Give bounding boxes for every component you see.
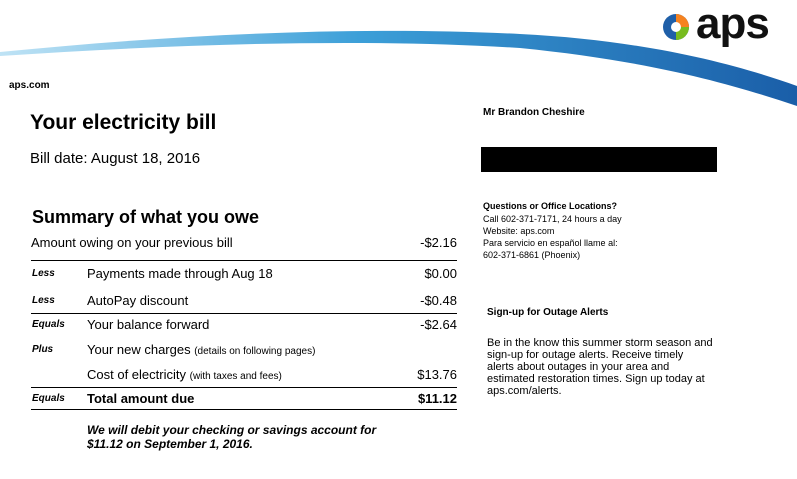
- site-label: aps.com: [9, 80, 50, 91]
- alerts-line: Be in the know this summer storm season and: [487, 337, 713, 349]
- total-amount: $11.12: [417, 391, 457, 406]
- row-label: Cost of electricity: [87, 367, 186, 382]
- row-note: (details on following pages): [194, 346, 316, 357]
- summary-row-autopay: [31, 293, 457, 311]
- brand-wordmark: aps: [696, 0, 769, 48]
- summary-row-new-charges: [31, 342, 457, 360]
- row-label: Your new charges: [87, 342, 191, 357]
- summary-row-payments: [31, 266, 457, 284]
- row-label: Total amount due: [87, 391, 195, 406]
- summary-row-total: [31, 391, 457, 409]
- row-note: (with taxes and fees): [189, 371, 282, 382]
- row-label: Payments made through Aug 18: [87, 266, 273, 281]
- divider: [31, 409, 457, 410]
- row-amount: -$2.64: [420, 317, 457, 332]
- alerts-line: alerts about outages in your area and: [487, 361, 670, 373]
- alerts-line: sign-up for outage alerts. Receive timely: [487, 349, 684, 361]
- debit-note-line: $11.12 on September 1, 2016.: [87, 437, 253, 451]
- summary-title: Summary of what you owe: [32, 207, 260, 227]
- customer-name: Mr Brandon Cheshire: [483, 107, 585, 118]
- alerts-line: estimated restoration times. Sign up today at: [487, 373, 705, 385]
- row-amount: -$2.16: [420, 235, 457, 250]
- row-label-group: [87, 342, 315, 357]
- row-label: Your balance forward: [87, 317, 210, 332]
- debit-note-line: We will debit your checking or savings account for: [87, 423, 377, 437]
- alerts-line: aps.com/alerts.: [487, 385, 562, 397]
- redacted-address-block: [481, 147, 717, 172]
- summary-row-balance-forward: [31, 317, 457, 335]
- divider: [31, 387, 457, 388]
- contact-heading: Questions or Office Locations?: [483, 201, 618, 211]
- alerts-title: Sign-up for Outage Alerts: [487, 307, 609, 318]
- row-label: AutoPay discount: [87, 293, 189, 308]
- contact-line: 602-371-6861 (Phoenix): [483, 250, 581, 260]
- summary-row-previous: [31, 235, 457, 253]
- divider: [31, 260, 457, 261]
- row-amount: $13.76: [417, 367, 457, 382]
- row-label: Amount owing on your previous bill: [31, 235, 233, 250]
- autopay-debit-note: [87, 423, 457, 451]
- row-qualifier: Plus: [32, 344, 54, 355]
- row-qualifier: Less: [32, 295, 55, 306]
- alerts-body: [487, 337, 767, 397]
- contact-line: Call 602-371-7171, 24 hours a day: [483, 214, 622, 224]
- row-qualifier: Equals: [32, 319, 65, 330]
- contact-line: Para servicio en español llame al:: [483, 238, 618, 248]
- row-label-group: [87, 367, 282, 382]
- bill-date: Bill date: August 18, 2016: [30, 150, 201, 167]
- divider: [31, 313, 457, 314]
- row-amount: -$0.48: [420, 293, 457, 308]
- page-title: Your electricity bill: [30, 111, 217, 134]
- row-qualifier: Less: [32, 268, 55, 279]
- row-qualifier: Equals: [32, 393, 65, 404]
- contact-line: Website: aps.com: [483, 226, 555, 236]
- summary-row-cost-electricity: [31, 367, 457, 385]
- row-amount: $0.00: [424, 266, 457, 281]
